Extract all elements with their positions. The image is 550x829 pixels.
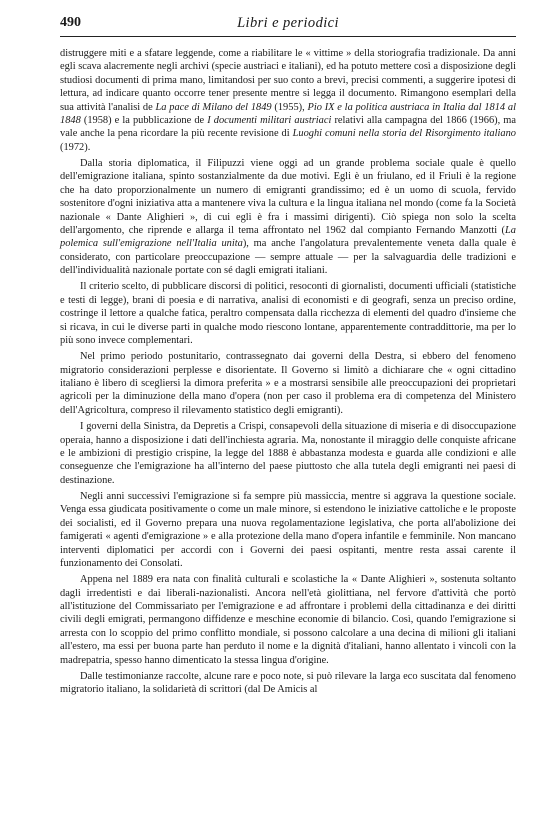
paragraph-text: (1955), xyxy=(271,101,308,113)
paragraph-text: Negli anni successivi l'emigrazione si fa sempre più massiccia, mentre si aggrava la questione sociale. Venga essa giudicata positivamente o come un male minore, si estendono le iniziative cattoliche e le proposte dei socialisti, ed il Governo prepara una nuova regolamentazione legislativa, che porta all'abolizione dei famigerati « agenti d'emigrazione » e alla protezione della mano d'opera infantile e femminile. Non mancano interventi diplomatici per accordi con i Governi dei paesi ospitanti, mentre resta assai carente il funzionamento dei Consolati. xyxy=(60,491,516,569)
paragraph xyxy=(60,280,516,347)
paragraph-text: Dalla storia diplomatica, il Filipuzzi viene oggi ad un grande problema sociale quale è quello dell'emigrazione italiana, spinto sostanzialmente da due motivi. Egli è un friulano, ed il Friuli è la regione che ha dato proporzionalmente un numero di emigranti grandissimo; ed è un uomo di scuola, fervido sostenitore d'ogni iniziativa atta a mantenere viva la cultura e la lingua italiana nel mondo (come fa la Società nazionale « Dante Alighieri », di cui egli è fra i massimi dirigenti). Ciò spiega non solo la scelta dell'argomento, che riprende e allarga il tema affrontato nel 1962 dal compianto Fernando Manzotti ( xyxy=(60,158,516,236)
italic-title: Pio IX e la politica austriaca in Italia dal 1814 al 1848 xyxy=(60,101,516,126)
section-title: Libri e periodici xyxy=(237,15,339,31)
italic-title: La polemica sull'emigrazione nell'Italia unita xyxy=(60,224,516,250)
paragraph xyxy=(60,490,516,570)
paragraph xyxy=(60,47,516,154)
paragraph-text: relativi alla campagna del 1866 (1966), ma vale anche la pena ricordare la più recente revisione di xyxy=(60,114,516,140)
paragraph-text: Appena nel 1889 era nata con finalità culturali e scolastiche la « Dante Alighieri », sostenuta soltanto dagli irredentisti e dai liberali-nazionalisti. Ancora nell'età giolittiana, nel fervore d'attività che portò all'istituzione del Commissariato per l'emigrazione e ad affrontare i problemi della cittadinanza e dei diritti civili degli emigrati, permangono diffidenze e meschine economie di bilancio. Così, quando l'emigrazione si arresta con lo scoppio del primo conflitto mondiale, si possono calcolare a una decina di milioni gli italiani all'estero, ma essi per buona parte han perduto il nome e la dignità d'italiani, hanno allentato i vincoli con la madrepatria, spesso hanno dimenticato la stessa lingua d'origine. xyxy=(60,574,516,666)
paragraph-text: distruggere miti e a sfatare leggende, come a riabilitare le « vittime » della storiografia tradizionale. Da anni egli scava alacremente negli archivi (specie austriaci e italiani), ed ha potuto mettere così a disposizione degli studiosi documenti di prima mano, limitandosi per suo conto a brevi, precisi commenti, a suggerire ipotesi di lettura, ad indicare quanto occorre tener presente mentre si legga il documento. Rimangono esemplari della sua attività l'analisi de xyxy=(60,48,516,113)
paragraph-text: Il criterio scelto, di pubblicare discorsi di politici, resoconti di giornalisti, documenti ufficiali (statistiche e testi di legge), brani di poesia e di narrativa, analisi di economisti e di geografi, senza un preciso ordine, costringe il lettore a qualche fatica, peraltro compensata dalla ricchezza di elementi del quadro d'insieme che si ricava, in cui le diverse parti in qualche modo riescono lontane, apparentemente contraddittorie, ma per lo più sono invece complementari. xyxy=(60,281,516,346)
running-header xyxy=(60,14,516,37)
paragraph xyxy=(60,573,516,667)
paragraph xyxy=(60,420,516,487)
paragraph-text: Nel primo periodo postunitario, contrassegnato dai governi della Destra, si ebbero del fenomeno migratorio considerazioni perplesse e disorientate. Il Governo si limitò a dichiarare che « ogni cittadino italiano è libero di scegliersi la dimora preferita » e a mostrarsi sensibile alle preoccupazioni dei proprietari agricoli per la diminuzione della mano d'opera (non per caso il problema era di competenza del Ministero dell'Agricoltura, compreso il rilevamento statistico degli emigranti). xyxy=(60,351,516,416)
paragraph-text: I governi della Sinistra, da Depretis a Crispi, consapevoli della situazione di miseria e di disoccupazione operaia, hanno a disposizione i dati dell'inchiesta agraria. Ma, nonostante il miraggio delle conquiste africane e le ambizioni di prestigio crispine, la legge del 1888 è abbastanza modesta e guarda alle condizioni e alle conseguenze che l'emigrazione ha all'interno del paese piuttosto che alla tutela degli emigranti nei paesi di destinazione. xyxy=(60,421,516,486)
italic-title: La pace di Milano del 1849 xyxy=(155,101,272,113)
paragraph-text: ), ma anche l'angolatura prevalentemente veneta dalla quale è considerato, con particolare preoccupazione — sempre attuale — per la salvaguardia delle tradizioni e dell'individualità nazionale portate con sé dagli emigrati italiani. xyxy=(60,238,516,276)
paragraph xyxy=(60,670,516,697)
paragraph-text: (1958) e la pubblicazione de xyxy=(80,114,208,126)
paragraph xyxy=(60,350,516,417)
page-number: 490 xyxy=(60,15,81,30)
paragraph-text: (1972). xyxy=(60,141,91,153)
italic-title: Luoghi comuni nella storia del Risorgimento italiano xyxy=(292,128,516,140)
italic-title: I documenti militari austriaci xyxy=(207,114,332,126)
article-body xyxy=(60,47,516,697)
paragraph-text: Dalle testimonianze raccolte, alcune rare e poco note, si può rilevare la larga eco suscitata dal fenomeno migratorio italiano, la solidarietà di scrittori (dal De Amicis al xyxy=(60,670,516,696)
paragraph xyxy=(60,157,516,277)
